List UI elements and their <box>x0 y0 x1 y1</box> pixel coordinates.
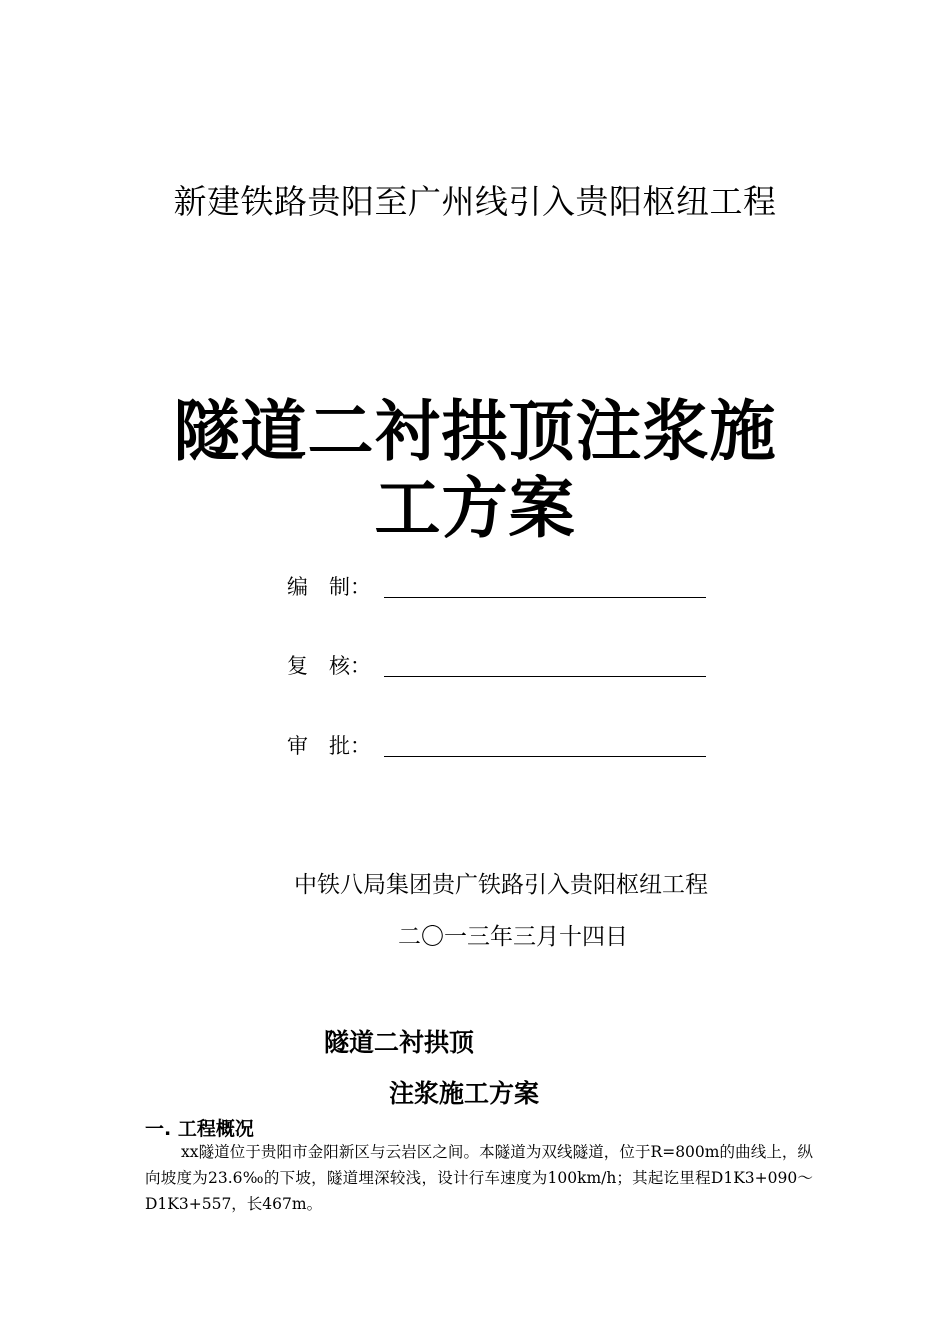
document-date: 二〇一三年三月十四日 <box>398 924 628 950</box>
organization-name: 中铁八局集团贵广铁路引入贵阳枢纽工程 <box>294 872 708 898</box>
main-title-line1: 隧道二衬拱顶注浆施 <box>173 393 777 470</box>
signature-label: 复 核： <box>287 654 371 678</box>
signature-line <box>384 756 706 757</box>
main-title-line2: 工方案 <box>374 470 576 547</box>
signature-line <box>384 676 706 677</box>
signature-label: 审 批： <box>287 734 371 758</box>
document-heading-line1: 隧道二衬拱顶 <box>324 1028 475 1057</box>
document-heading-line2: 注浆施工方案 <box>389 1079 540 1108</box>
signature-label: 编 制： <box>287 575 371 599</box>
section-heading: 一. 工程概况 <box>145 1118 254 1140</box>
project-title: 新建铁路贵阳至广州线引入贵阳枢纽工程 <box>173 182 777 221</box>
signature-line <box>384 597 706 598</box>
section-paragraph: xx隧道位于贵阳市金阳新区与云岩区之间。本隧道为双线隧道，位于R=800m的曲线上，纵向坡度为23.6‰的下坡，隧道埋深较浅，设计行车速度为100km/h；其起讫里程D1K3+090～D1K3+557，长467m。 <box>145 1143 813 1213</box>
